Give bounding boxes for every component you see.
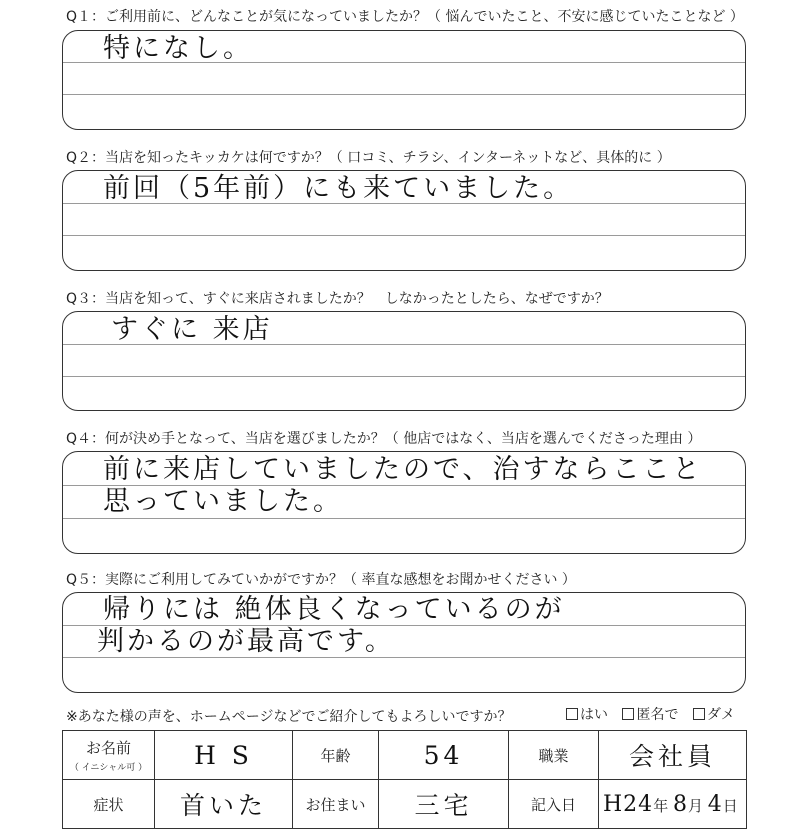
q4-label: Q４：何が決め手となって、当店を選びましたか？（ 他店ではなく、当店を選んでくださった理由 ） — [66, 431, 702, 447]
ruled-line — [63, 376, 745, 377]
consent-option-no[interactable]: ダメ — [693, 707, 735, 723]
q3-answer-box — [62, 311, 746, 411]
age-value: 54 — [423, 740, 464, 770]
q4-answer-line-1: 前に来店していましたので、治すならここと — [103, 454, 703, 485]
job-label: 職業 — [538, 746, 569, 765]
date-month-unit: 月 — [687, 796, 703, 815]
symptom-value: 首いた — [179, 791, 267, 820]
age-label-cell — [293, 731, 379, 780]
address-value: 三宅 — [414, 791, 473, 820]
checkbox-icon[interactable] — [693, 708, 705, 720]
job-value-cell[interactable] — [599, 731, 747, 780]
q4-answer-box — [62, 451, 746, 554]
q1-answer-box — [62, 30, 746, 130]
q3-label: Q３：当店を知って、すぐに来店されましたか？ しなかったとしたら、なぜですか？ — [66, 291, 609, 307]
name-label: お名前 — [85, 739, 131, 757]
q1-label: Q１：ご利用前に、どんなことが気になっていましたか？（ 悩んでいたこと、不安に感じていたことなど ） — [66, 9, 744, 25]
q1-answer-line-1: 特になし。 — [103, 33, 253, 64]
address-label: お住まい — [305, 795, 366, 814]
date-label: 記入日 — [530, 795, 576, 814]
q5-answer-line-1: 帰りには 絶体良くなっているのが — [103, 594, 565, 625]
q2-answer-line-1: 前回（5年前）にも来ていました。 — [103, 173, 574, 204]
checkbox-icon[interactable] — [622, 708, 634, 720]
date-day-value: 4 — [707, 791, 723, 817]
address-label-cell — [293, 780, 379, 829]
q2-label: Q２：当店を知ったキッカケは何ですか？（ 口コミ、チラシ、インターネットなど、具体的に ） — [66, 150, 671, 166]
checkbox-icon[interactable] — [566, 708, 578, 720]
ruled-line — [63, 94, 745, 95]
consent-question: ※あなた様の声を、ホームページなどでご紹介してもよろしいですか？ — [66, 709, 512, 725]
q2-answer-box — [62, 170, 746, 271]
q4-answer-line-2: 思っていました。 — [103, 486, 343, 517]
name-value-cell[interactable] — [155, 731, 293, 780]
age-value-cell[interactable] — [379, 731, 509, 780]
date-value-cell[interactable] — [599, 780, 747, 829]
consent-option-anonymous[interactable]: 匿名で — [622, 707, 678, 723]
address-value-cell[interactable] — [379, 780, 509, 829]
info-row — [63, 780, 747, 829]
symptom-value-cell[interactable] — [155, 780, 293, 829]
q5-label: Q５：実際にご利用してみていかがですか？（ 率直な感想をお聞かせください ） — [66, 572, 576, 588]
q3-answer-line-1: すぐに 来店 — [111, 314, 273, 345]
symptom-label: 症状 — [93, 795, 124, 814]
date-day-unit: 日 — [722, 796, 738, 815]
q5-answer-box — [62, 592, 746, 693]
symptom-label-cell — [63, 780, 155, 829]
info-table — [62, 730, 747, 829]
name-label-cell — [63, 731, 155, 780]
ruled-line — [63, 518, 745, 519]
date-label-cell — [509, 780, 599, 829]
q5-answer-line-2: 判かるのが最高です。 — [97, 626, 395, 657]
age-label: 年齢 — [320, 746, 351, 765]
job-label-cell — [509, 731, 599, 780]
date-year-unit: 年 — [653, 796, 669, 815]
job-value: 会社員 — [628, 742, 716, 771]
ruled-line — [63, 235, 745, 236]
date-month-value: 8 — [672, 791, 688, 817]
info-row — [63, 731, 747, 780]
date-year-value: H24 — [603, 791, 654, 817]
name-sublabel: （ イニシャル可 ） — [69, 763, 148, 773]
name-value: H S — [194, 740, 253, 770]
consent-option-yes[interactable]: はい — [566, 707, 608, 723]
consent-options — [566, 704, 745, 724]
